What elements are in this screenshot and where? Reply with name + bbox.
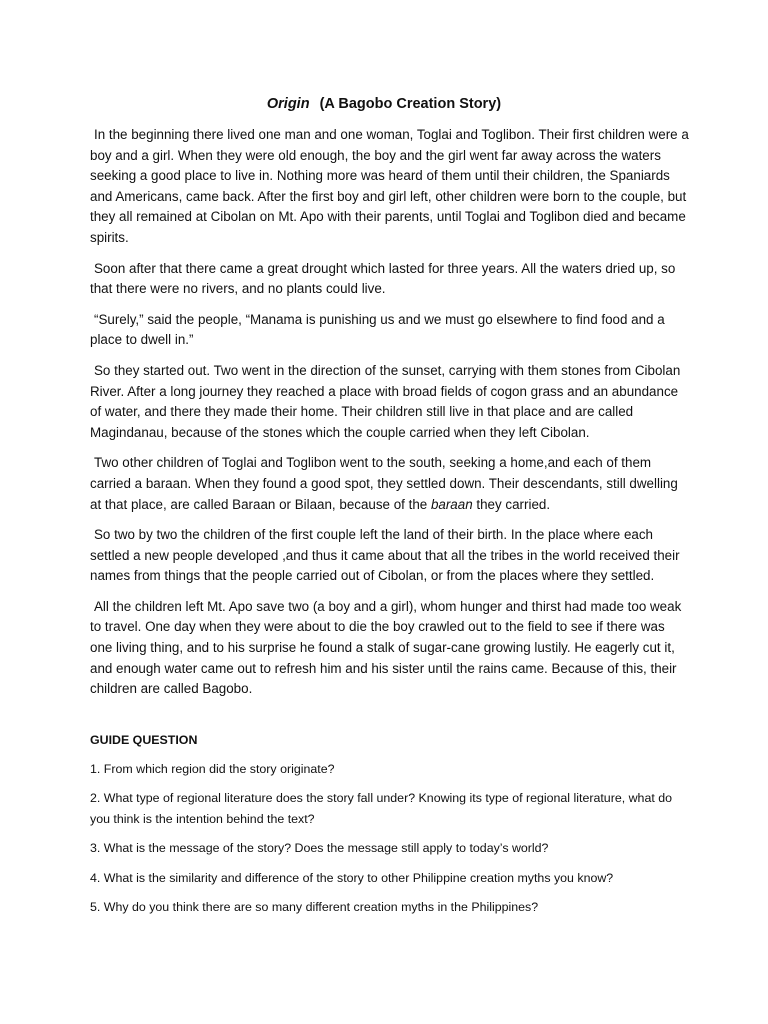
guide-question-2: 2. What type of regional literature does the story fall under? Knowing its type of regional literature, what do you think is the intention behind the text?: [90, 791, 672, 826]
story-paragraph-1: In the beginning there lived one man and one woman, Toglai and Toglibon. Their first children were a boy and a girl. When they were old enough, the boy and the girl went far away across the waters seeking a good place to live in. Nothing more was heard of them until their children, the Spaniards and Americans, came back. After the first boy and girl left, other children were born to the couple, but they all remained at Cibolan on Mt. Apo with their parents, until Toglai and Toglibon died and became spirits.: [90, 127, 689, 245]
guide-questions-section: [90, 730, 690, 927]
story-paragraph-3: “Surely,” said the people, “Manama is punishing us and we must go elsewhere to find food and a place to dwell in.”: [90, 311, 665, 348]
title-italic-part: Origin: [266, 96, 310, 112]
guide-question-heading: GUIDE QUESTION: [90, 733, 198, 747]
story-body: [90, 125, 690, 710]
guide-question-4: 4. What is the similarity and difference of the story to other Philippine creation myths you know?: [90, 870, 614, 885]
paragraph-5-italic-word: baraan: [430, 496, 473, 512]
title-subtitle-part: (A Bagobo Creation Story): [319, 96, 502, 112]
story-paragraph-6: So two by two the children of the first couple left the land of their birth. In the place where each settled a new people developed ,and thus it came about that all the tribes in the world received their names from things that the people carried out of Cibolan, or from the places where they settled.: [90, 527, 680, 584]
story-paragraph-5: [90, 453, 690, 515]
paragraph-5-text-before: Two other children of Toglai and Toglibon went to the south, seeking a home,and each of them carried a baraan. When they found a good spot, they settled down. Their descendants, still dwelling at that place, are called Baraan or Bilaan, because of the: [90, 455, 678, 512]
guide-question-list: [90, 759, 690, 918]
guide-question-1: 1. From which region did the story originate?: [90, 761, 335, 776]
guide-question-5: 5. Why do you think there are so many different creation myths in the Philippines?: [90, 900, 539, 914]
story-paragraph-2: Soon after that there came a great drought which lasted for three years. All the waters dried up, so that there were no rivers, and no plants could live.: [90, 260, 676, 297]
paragraph-5-text-after: they carried.: [472, 496, 551, 512]
document-title: [0, 94, 768, 114]
story-paragraph-4: So they started out. Two went in the direction of the sunset, carrying with them stones from Cibolan River. After a long journey they reached a place with broad fields of cogon grass and an abundance of water, and there they made their home. Their children still live in that place and are called Magindanau, because of the stones which the couple carried when they left Cibolan.: [90, 362, 681, 440]
story-paragraph-7: All the children left Mt. Apo save two (a boy and a girl), whom hunger and thirst had made too weak to travel. One day when they were about to die the boy crawled out to the field to see if there was one living thing, and to his surprise he found a stalk of sugar-cane growing lustily. He eagerly cut it, and enough water came out to refresh him and his sister until the rains came. Because of this, their children are called Bagobo.: [90, 598, 682, 697]
guide-question-3: 3. What is the message of the story? Does the message still apply to today’s world?: [90, 841, 549, 855]
